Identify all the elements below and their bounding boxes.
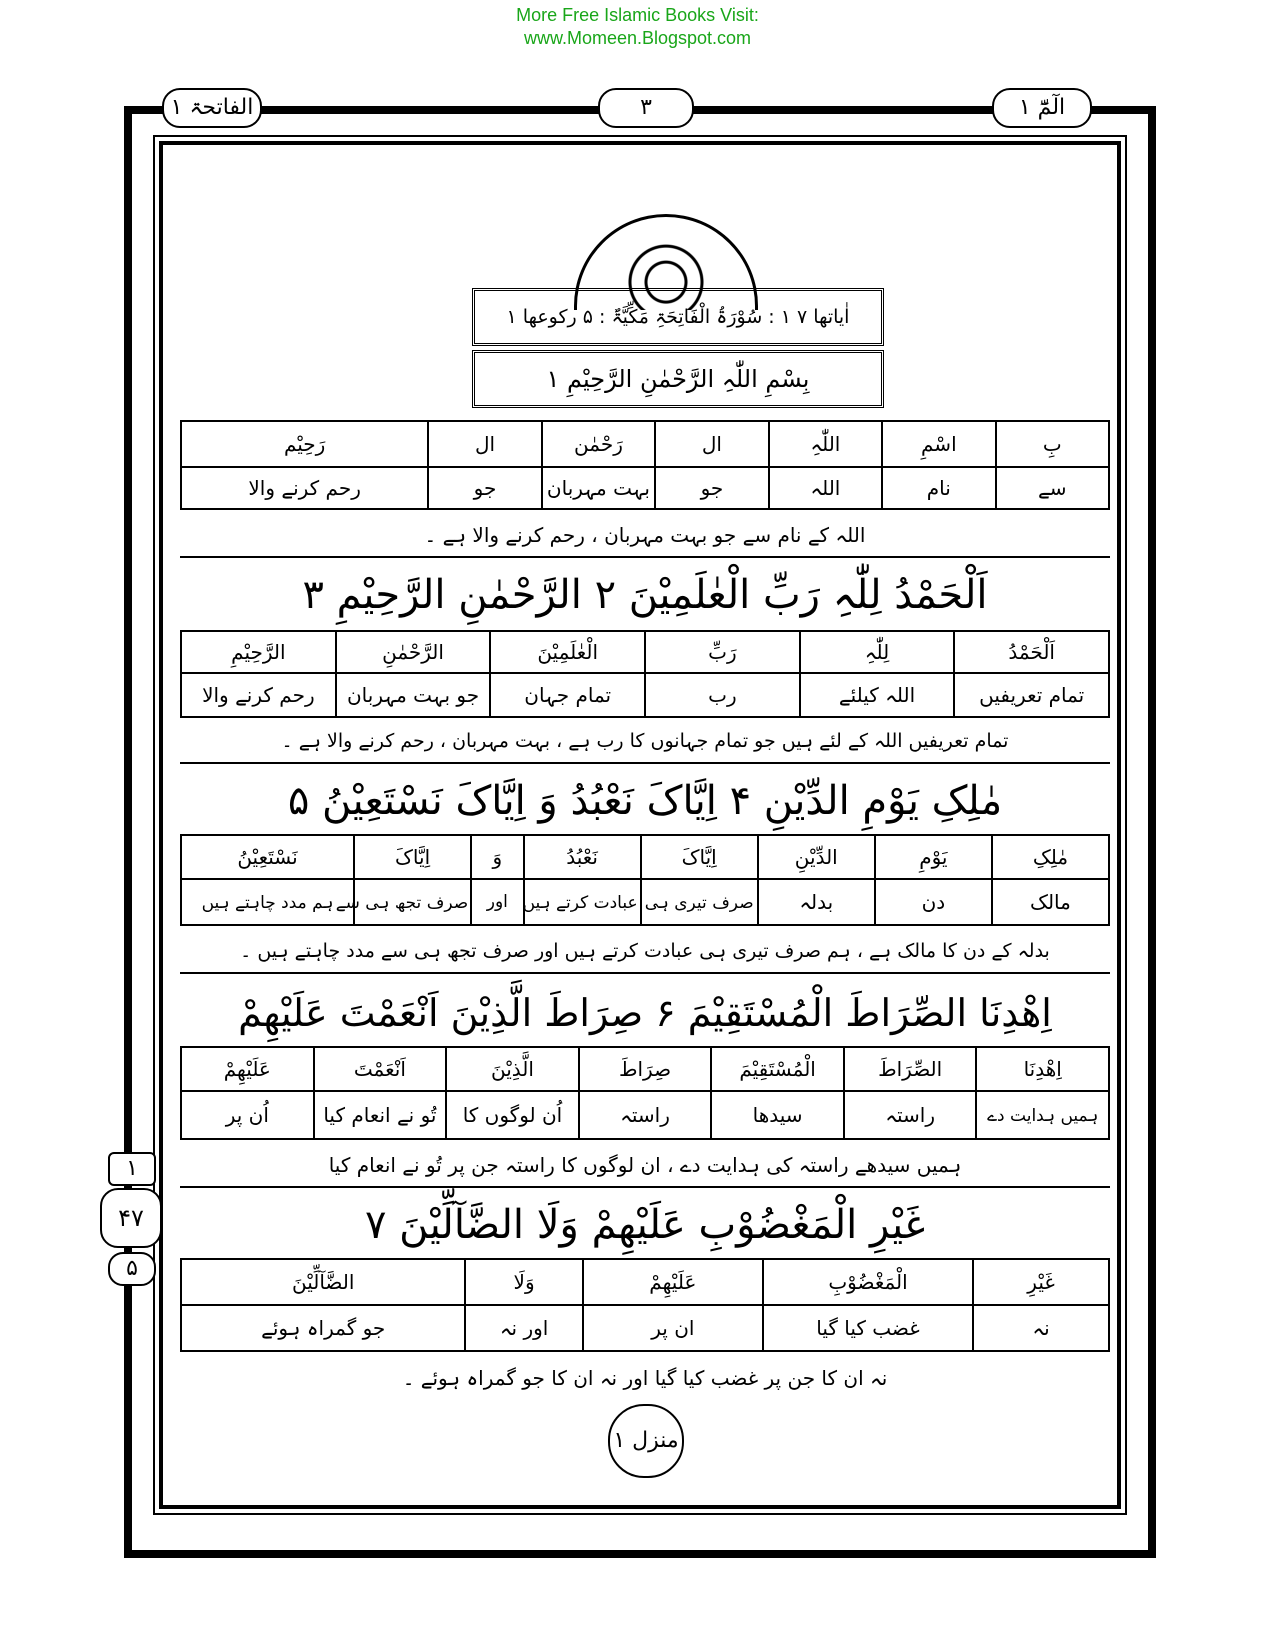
word-row [181,421,1109,467]
word-cell: رَحْمٰن [542,421,655,467]
ayah-6-7a: اِھْدِنَا الصِّرَاطَ الْمُسْتَقِیْمَ ۶ صِرَاطَ الَّذِیْنَ اَنْعَمْتَ عَلَیْھِمْ [238,991,1052,1035]
ayah-2-3: اَلْحَمْدُ لِلّٰہِ رَبِّ الْعٰلَمِیْنَ ۲ الرَّحْمٰنِ الرَّحِیْمِ ۳ [302,572,988,618]
divider [180,762,1110,764]
word-cell: اِھْدِنَا [976,1047,1109,1091]
juz-name-plaque: الٓمّٓ ۱ [992,88,1092,128]
meaning-cell: رب [645,673,800,717]
word-cell: مٰلِکِ [992,835,1109,879]
meaning-cell: اور [471,879,523,925]
word-cell: اسْمِ [882,421,995,467]
meaning-cell: رحم کرنے والا [181,673,336,717]
promo-line-2[interactable]: www.Momeen.Blogspot.com [523,28,752,48]
promo-line-1: More Free Islamic Books Visit: [516,5,759,25]
word-cell: الرَّحْمٰنِ [336,631,491,673]
word-cell: اِیَّاکَ [641,835,758,879]
surah-name-plaque: الفاتحۃ ۱ [162,88,262,128]
word-cell: اَنْعَمْتَ [314,1047,447,1091]
word-cell: غَیْرِ [973,1259,1109,1305]
meaning-cell: جو گمراہ ہوئے [181,1305,465,1351]
word-cell: رَبِّ [645,631,800,673]
meaning-cell: نہ [973,1305,1109,1351]
word-cell: بِ [996,421,1109,467]
meaning-cell: اور نہ [465,1305,582,1351]
surah-title-band: اٰیاتھا ۷ ۱ : سُوْرَۃُ الْفَاتِحَۃِ مَکِّیَّۃٌ : ۵ رکوعھا ۱ [472,288,884,346]
meaning-row [181,1305,1109,1351]
word-cell: رَحِیْم [181,421,428,467]
ayah-4-5: مٰلِکِ یَوْمِ الدِّیْنِ ۴ اِیَّاکَ نَعْبُدُ وَ اِیَّاکَ نَسْتَعِیْنُ ۵ [287,778,1003,824]
word-cell: الدِّیْنِ [758,835,875,879]
divider [180,556,1110,558]
side-marker-ruku: ۱ [108,1152,156,1186]
side-marker-verse: ۵ [108,1252,156,1286]
meaning-cell: جو بہت مہربان [336,673,491,717]
meaning-cell: بدلہ [758,879,875,925]
meaning-cell: عبادت کرتے ہیں [524,879,641,925]
translation-4: ہمیں سیدھے راستہ کی ہدایت دے ، ان لوگوں کا راستہ جن پر تُو نے انعام کیا [328,1153,962,1177]
word-cell: اَلْحَمْدُ [954,631,1109,673]
word-cell: ال [655,421,768,467]
meaning-cell: اُن لوگوں کا [446,1091,579,1139]
word-cell: وَلَا [465,1259,582,1305]
meaning-cell: رحم کرنے والا [181,467,428,509]
meaning-cell: مالک [992,879,1109,925]
word-cell: اِیَّاکَ [354,835,471,879]
word-cell: لِلّٰہِ [800,631,955,673]
word-cell: نَعْبُدُ [524,835,641,879]
translation-1: اللہ کے نام سے جو بہت مہربان ، رحم کرنے والا ہے ۔ [424,523,866,547]
meaning-row [181,879,1109,925]
meaning-cell: صرف تجھ ہی سے [354,879,471,925]
meaning-row [181,673,1109,717]
word-table-5 [180,1258,1110,1352]
meaning-cell: ان پر [583,1305,763,1351]
word-cell: الْمَغْضُوْبِ [763,1259,973,1305]
side-marker-count: ۴۷ [100,1188,162,1248]
word-row [181,835,1109,879]
word-cell: یَوْمِ [875,835,992,879]
word-cell: عَلَیْھِمْ [181,1047,314,1091]
page-number-plaque: ۳ [598,88,694,128]
meaning-cell: جو [428,467,541,509]
translation-5: نہ ان کا جن پر غضب کیا گیا اور نہ ان کا جو گمراہ ہوئے ۔ [402,1366,888,1390]
manzil-marker: منزل ۱ [608,1404,684,1478]
word-cell: الصِّرَاطَ [844,1047,977,1091]
meaning-cell: ہم مدد چاہتے ہیں [181,879,354,925]
word-table-4 [180,1046,1110,1140]
word-row [181,1047,1109,1091]
word-cell: الرَّحِیْمِ [181,631,336,673]
word-row [181,631,1109,673]
word-cell: الضَّآلِّیْنَ [181,1259,465,1305]
meaning-cell: دن [875,879,992,925]
word-cell: ال [428,421,541,467]
translation-2: تمام تعریفیں اللہ کے لئے ہیں جو تمام جہانوں کا رب ہے ، بہت مہربان ، رحم کرنے والا ہے ۔ [281,730,1009,752]
word-table-3 [180,834,1110,926]
word-cell: الَّذِیْنَ [446,1047,579,1091]
meaning-cell: ہمیں ہدایت دے [976,1091,1109,1139]
meaning-cell: راستہ [844,1091,977,1139]
meaning-cell: تمام جہان [490,673,645,717]
meaning-cell: اللہ کیلئے [800,673,955,717]
word-cell: نَسْتَعِیْنُ [181,835,354,879]
meaning-cell: جو [655,467,768,509]
word-cell: عَلَیْھِمْ [583,1259,763,1305]
meaning-cell: بہت مہربان [542,467,655,509]
meaning-cell: اُن پر [181,1091,314,1139]
meaning-cell: راستہ [579,1091,712,1139]
word-cell: صِرَاطَ [579,1047,712,1091]
word-row [181,1259,1109,1305]
word-cell: الْمُسْتَقِیْمَ [711,1047,844,1091]
meaning-cell: تمام تعریفیں [954,673,1109,717]
basmala-band: بِسْمِ اللّٰہِ الرَّحْمٰنِ الرَّحِیْمِ ۱ [472,350,884,408]
meaning-cell: تُو نے انعام کیا [314,1091,447,1139]
word-cell: الْعٰلَمِیْنَ [490,631,645,673]
meaning-cell: صرف تیری ہی [641,879,758,925]
divider [180,1186,1110,1188]
word-table-1 [180,420,1110,510]
word-cell: اللّٰہِ [769,421,882,467]
meaning-row [181,467,1109,509]
meaning-cell: نام [882,467,995,509]
divider [180,972,1110,974]
translation-3: بدلہ کے دن کا مالک ہے ، ہم صرف تیری ہی عبادت کرتے ہیں اور صرف تجھ ہی سے مدد چاہتے ہیں ۔ [240,940,1050,962]
meaning-cell: سے [996,467,1109,509]
meaning-cell: سیدھا [711,1091,844,1139]
meaning-row [181,1091,1109,1139]
word-cell: وَ [471,835,523,879]
ayah-7b: غَیْرِ الْمَغْضُوْبِ عَلَیْھِمْ وَلَا الضَّآلِّیْنَ ۷ [364,1202,926,1248]
meaning-cell: غضب کیا گیا [763,1305,973,1351]
meaning-cell: اللہ [769,467,882,509]
word-table-2 [180,630,1110,718]
